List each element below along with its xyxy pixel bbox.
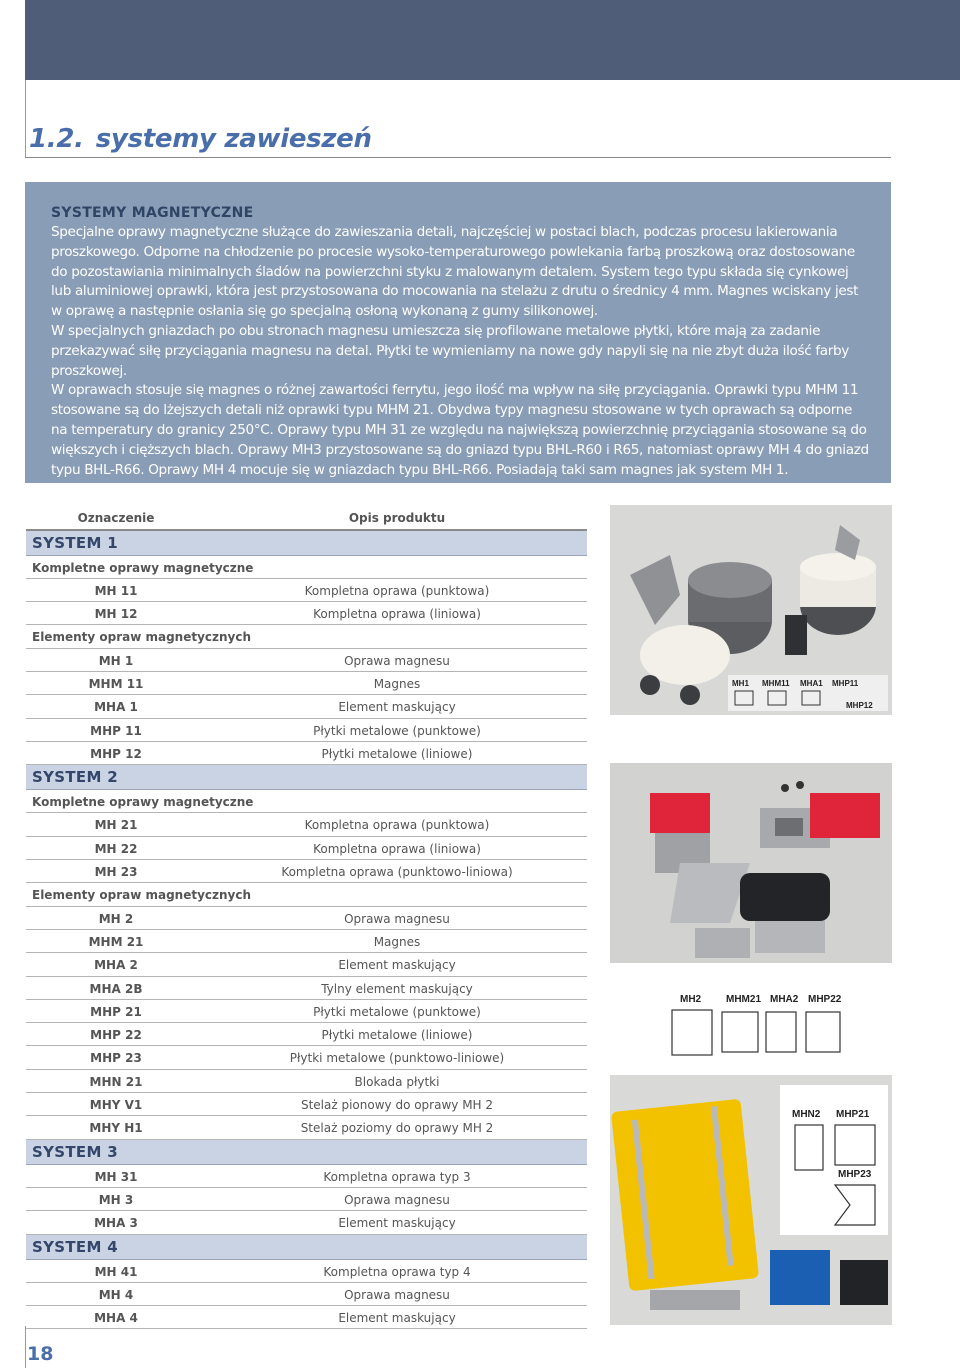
photo-system-1-illustration (610, 505, 892, 715)
product-description: Kompletna oprawa (liniowa) (313, 841, 481, 856)
table-row (26, 860, 587, 883)
photo1-label: MHP12 (846, 701, 873, 710)
product-description: Płytki metalowe (punktowo-liniowe) (289, 1051, 505, 1066)
section-title: systemy zawieszeń (95, 124, 372, 154)
product-code: MH 21 (94, 818, 138, 833)
drawing2-label: MHA2 (770, 994, 799, 1005)
product-description: Element maskujący (338, 700, 456, 715)
product-description: Element maskujący (338, 1311, 456, 1326)
product-description: Kompletna oprawa (liniowa) (313, 607, 481, 622)
system-name: SYSTEM 2 (32, 768, 118, 787)
product-description: Kompletna oprawa (punktowo-liniowa) (281, 865, 513, 880)
photo1-label: MHA1 (800, 679, 823, 688)
product-description: Magnes (373, 934, 421, 949)
drawing2-label: MHP22 (808, 994, 842, 1005)
drawing2-label: MH2 (680, 994, 702, 1005)
product-code: MH 23 (94, 865, 138, 880)
header-description: Opis produktu (348, 511, 446, 525)
system-name: SYSTEM 3 (32, 1142, 118, 1161)
table-header (26, 507, 587, 531)
group-name: Kompletne oprawy magnetyczne (32, 560, 254, 575)
table-row (26, 672, 587, 695)
group-row (26, 625, 587, 648)
table-row (26, 1165, 587, 1188)
table-row (26, 1260, 587, 1283)
table-row (26, 649, 587, 672)
table-row (26, 719, 587, 742)
product-code: MHP 23 (90, 1051, 142, 1066)
product-code: MH 11 (94, 583, 138, 598)
product-code: MH 41 (94, 1264, 138, 1279)
product-description: Tylny element maskujący (321, 981, 473, 996)
product-code: MHP 21 (90, 1004, 142, 1019)
product-code: MH 2 (98, 911, 134, 926)
header-code: Oznaczenie (77, 511, 155, 525)
product-description: Element maskujący (338, 1216, 456, 1231)
photo1-label: MHP11 (832, 679, 859, 688)
product-code: MHY H1 (89, 1121, 143, 1136)
product-description: Magnes (373, 676, 421, 691)
product-code: MHN 21 (89, 1074, 143, 1089)
photo1-label: MH1 (732, 679, 749, 688)
table-row (26, 1023, 587, 1046)
table-row (26, 1046, 587, 1069)
product-code: MH 22 (94, 841, 138, 856)
top-header-band (25, 0, 960, 80)
info-box (25, 182, 891, 483)
info-paragraph: W specjalnych gniazdach po obu stronach magnesu umieszcza się profilowane metalowe płytki, które mają za zadanie przekazywać siłę przyciągania magnesu na detal. Płytki te wymieniamy na nowe gdy napyli się na nie zbyt duża ilość farby proszkowej. (51, 322, 849, 379)
product-code: MHY V1 (89, 1098, 143, 1113)
drawing2-label: MHM21 (726, 994, 762, 1005)
section-heading (29, 124, 372, 154)
table-row (26, 907, 587, 930)
group-row (26, 556, 587, 579)
product-description: Blokada płytki (354, 1074, 440, 1089)
section-number: 1.2. (29, 124, 84, 154)
heading-underline (25, 157, 891, 158)
group-row (26, 883, 587, 906)
drawing-system-2 (610, 970, 892, 1065)
product-description: Płytki metalowe (liniowe) (321, 1028, 473, 1043)
photo3-label: MHP21 (836, 1109, 870, 1120)
product-code: MHP 12 (90, 746, 142, 761)
product-code: MHA 2B (89, 981, 143, 996)
group-name: Elementy opraw magnetycznych (32, 888, 252, 903)
photo3-label: MHP23 (838, 1169, 872, 1180)
photo1-label: MHM11 (762, 679, 790, 688)
product-description: Oprawa magnesu (344, 653, 450, 668)
product-description: Stelaż poziomy do oprawy MH 2 (300, 1121, 494, 1136)
table-row (26, 837, 587, 860)
table-row (26, 742, 587, 765)
table-row (26, 1188, 587, 1211)
table-row (26, 1093, 587, 1116)
system-name: SYSTEM 1 (32, 533, 118, 552)
product-code: MHP 11 (90, 723, 142, 738)
table-row (26, 1000, 587, 1023)
photo-system-3-4-illustration (610, 1075, 892, 1325)
table-row (26, 930, 587, 953)
product-code: MHA 4 (94, 1311, 138, 1326)
table-row (26, 1211, 587, 1234)
product-code: MHA 2 (94, 958, 138, 973)
product-code: MH 1 (98, 653, 134, 668)
product-description: Kompletna oprawa typ 3 (323, 1169, 471, 1184)
system-row (26, 1140, 587, 1165)
table-row (26, 1283, 587, 1306)
product-code: MH 12 (94, 607, 138, 622)
product-description: Oprawa magnesu (344, 911, 450, 926)
table-row (26, 1306, 587, 1329)
product-photo-system-3-4 (610, 1075, 892, 1325)
product-code: MH 4 (98, 1287, 134, 1302)
system-row (26, 1235, 587, 1260)
product-table (26, 507, 587, 1329)
group-name: Kompletne oprawy magnetyczne (32, 795, 254, 810)
product-description: Płytki metalowe (punktowe) (313, 723, 481, 738)
table-row (26, 579, 587, 602)
product-code: MHP 22 (90, 1028, 142, 1043)
table-row (26, 1116, 587, 1139)
product-description: Płytki metalowe (liniowe) (321, 746, 473, 761)
table-row (26, 602, 587, 625)
product-description: Oprawa magnesu (344, 1287, 450, 1302)
product-photo-system-1 (610, 505, 892, 715)
product-description: Płytki metalowe (punktowe) (313, 1004, 481, 1019)
product-code: MHM 11 (88, 676, 144, 691)
table-row (26, 1070, 587, 1093)
info-body (51, 223, 869, 480)
product-photo-system-2 (610, 763, 892, 963)
product-code: MHM 21 (88, 934, 144, 949)
photo-system-2-illustration (610, 763, 892, 963)
info-paragraph: W oprawach stosuje się magnes o różnej zawartości ferrytu, jego ilość ma wpływ na siłę przyciągania. Oprawki typu MHM 11 stosowane są do lżejszych detali niż oprawki typu MHM 21. Obydwa typy magnesu stosowane w tych oprawach są odporne na temperatury do granicy 250°C. Oprawy typu MH 31 ze względu na największą powierzchnię przyciągania stosowane są do większych i cięższych blach. Oprawy MH3 przystosowane są do gniazd typu BHL-R60 i R65, natomiast oprawy MH 4 do gniazd typu BHL-R66. Oprawy MH 4 mocuje się w gniazdach typu BHL-R66. Posiadają taki sam magnes jak system MH 1. (51, 382, 869, 478)
group-row (26, 790, 587, 813)
table-row (26, 977, 587, 1000)
technical-drawing-system-2 (610, 970, 892, 1065)
product-description: Kompletna oprawa (punktowa) (304, 818, 490, 833)
system-row (26, 765, 587, 790)
footer-margin-rule (25, 1326, 26, 1368)
system-name: SYSTEM 4 (32, 1237, 118, 1256)
info-paragraph: Specjalne oprawy magnetyczne służące do zawieszania detali, najczęściej w postaci blach, podczas procesu lakierowania proszkowego. Odporne na chłodzenie po procesie wysoko-temperaturowego powlekania farbą proszkową oraz dostosowane do pozostawiania minimalnych śladów na powierzchni styku z malowanym detalem. System tego typu składa się cynkowej lub aluminiowej oprawki, która jest przystosowana do mocowania na stelażu z drutu o średnicy 4 mm. Magnes wciskany jest w oprawę a następnie osłania się go specjalną osłoną wykonaną z gumy silikonowej. (51, 224, 859, 320)
product-description: Stelaż pionowy do oprawy MH 2 (300, 1098, 494, 1113)
product-description: Kompletna oprawa typ 4 (323, 1264, 471, 1279)
left-margin-rule (25, 80, 26, 158)
group-name: Elementy opraw magnetycznych (32, 630, 252, 645)
product-code: MHA 3 (94, 1216, 138, 1231)
photo3-label: MHN2 (792, 1109, 821, 1120)
product-description: Oprawa magnesu (344, 1192, 450, 1207)
table-row (26, 695, 587, 718)
product-code: MHA 1 (94, 700, 138, 715)
product-description: Kompletna oprawa (punktowa) (304, 583, 490, 598)
product-code: MH 31 (94, 1169, 138, 1184)
info-title: SYSTEMY MAGNETYCZNE (51, 205, 254, 221)
page-number: 18 (27, 1343, 54, 1365)
table-row (26, 813, 587, 836)
product-code: MH 3 (98, 1192, 134, 1207)
product-description: Element maskujący (338, 958, 456, 973)
table-row (26, 953, 587, 976)
system-row (26, 531, 587, 556)
